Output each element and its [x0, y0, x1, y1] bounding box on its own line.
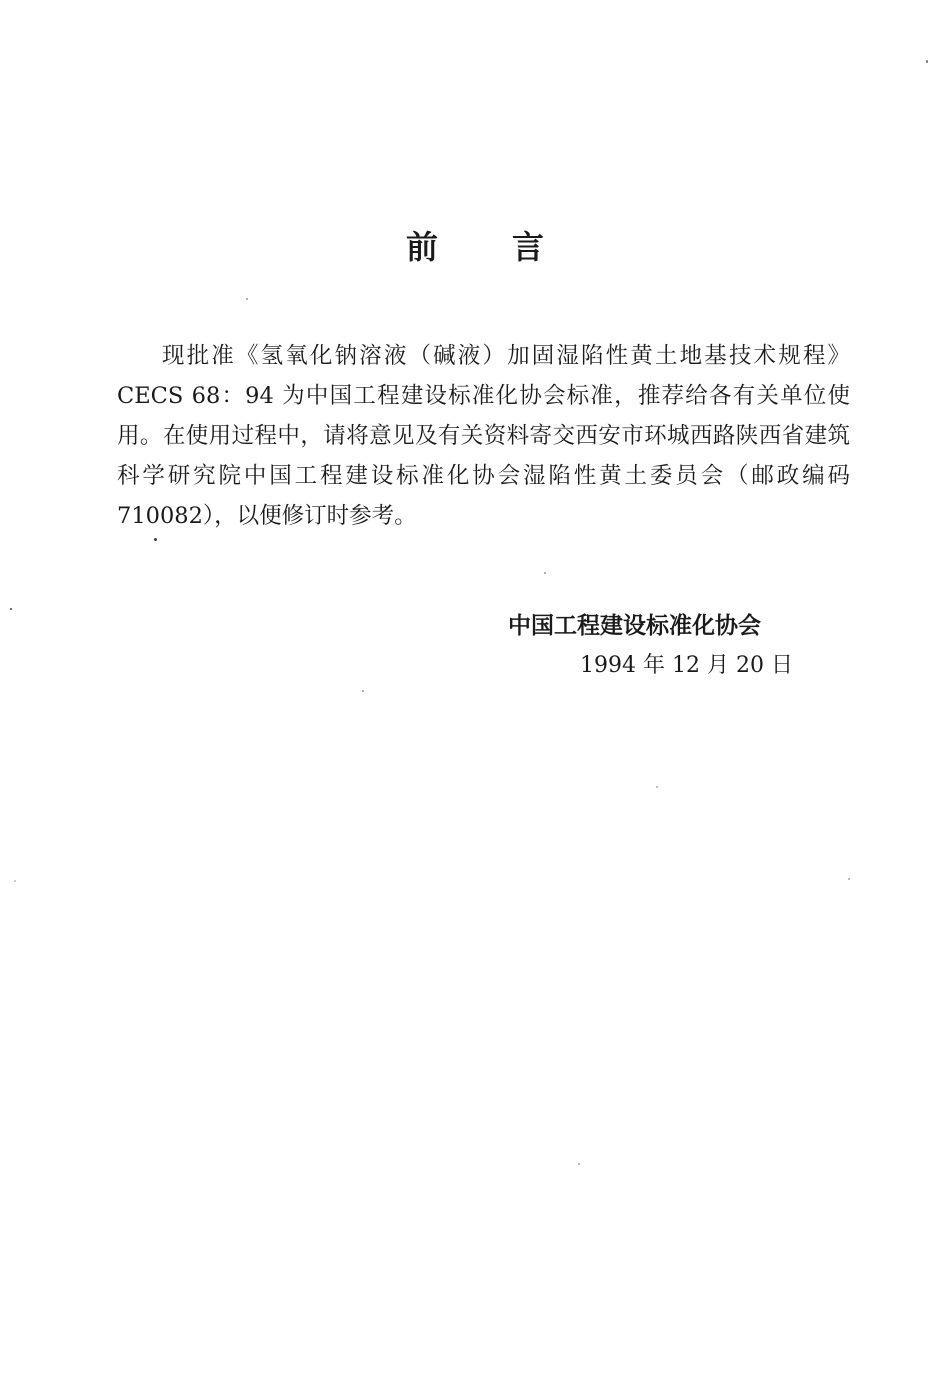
scan-speck: [14, 880, 16, 882]
title-char-1: 前: [405, 228, 438, 266]
scan-speck: [848, 878, 850, 880]
scan-speck: [926, 60, 928, 63]
scan-speck: [10, 608, 12, 610]
scan-speck: [544, 572, 546, 574]
signing-date: 1994 年 12 月 20 日: [580, 653, 793, 678]
scan-speck: [578, 1163, 580, 1165]
scan-speck: [246, 298, 248, 300]
scan-speck: [656, 786, 658, 788]
title-char-2: 言: [512, 228, 545, 266]
preface-body: 现批准《氢氧化钠溶液（碱液）加固湿陷性黄土地基技术规程》CECS 68：94 为中国工程建设标准化协会标准，推荐给各有关单位使用。在使用过程中，请将意见及有关资料寄交西安市环城西路陕西省建筑科学研究院中国工程建设标准化协会湿陷性黄土委员会（邮政编码 710082），以便修订时参考。: [117, 343, 850, 529]
signing-organization: 中国工程建设标准化协会: [508, 613, 761, 639]
scan-speck: [362, 690, 364, 692]
preface-title: [0, 222, 950, 272]
scan-speck: [154, 538, 157, 541]
